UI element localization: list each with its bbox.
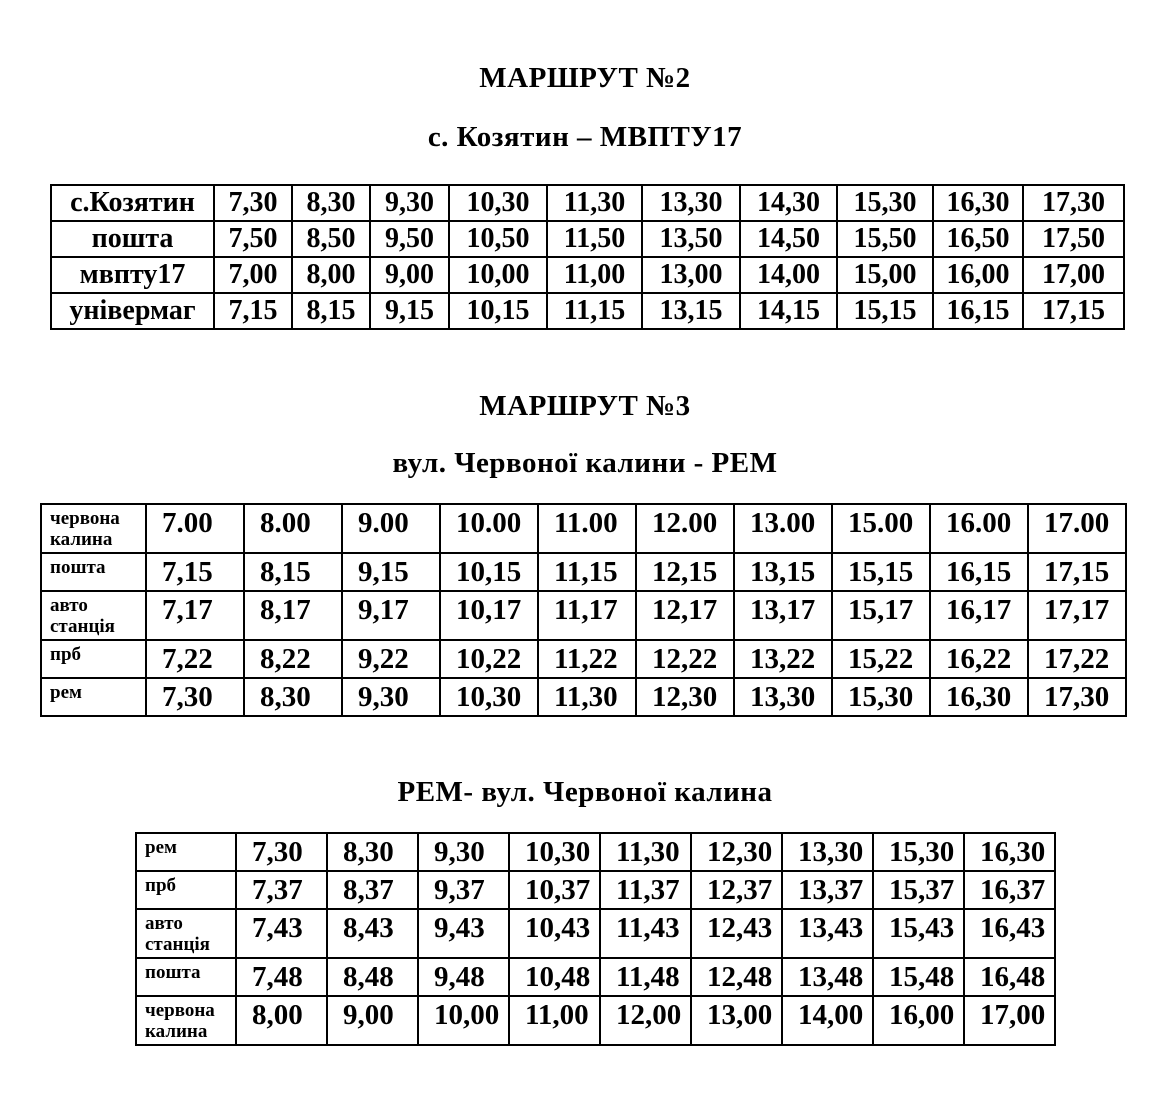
time-cell: 13,30 (642, 185, 740, 221)
table-row (41, 640, 1126, 678)
table-row (136, 996, 1055, 1045)
time-cell: 9,15 (370, 293, 449, 329)
time-cell: 12,22 (636, 640, 734, 678)
time-cell: 15,17 (832, 591, 930, 640)
time-cell: 12,37 (691, 871, 782, 909)
time-cell: 13.00 (734, 504, 832, 553)
time-cell: 14,00 (740, 257, 837, 293)
time-cell: 16,00 (873, 996, 964, 1045)
time-cell: 14,00 (782, 996, 873, 1045)
time-cell: 10,22 (440, 640, 538, 678)
time-cell: 13,00 (642, 257, 740, 293)
time-cell: 9.00 (342, 504, 440, 553)
time-cell: 7,00 (214, 257, 292, 293)
table-row (136, 909, 1055, 958)
time-cell: 12,00 (600, 996, 691, 1045)
stop-label-cell: рем (41, 678, 146, 716)
time-cell: 12,17 (636, 591, 734, 640)
time-cell: 16,15 (930, 553, 1028, 591)
time-cell: 16,15 (933, 293, 1023, 329)
stop-label-cell: с.Козятин (51, 185, 214, 221)
time-cell: 8,22 (244, 640, 342, 678)
stop-label-cell: авто станція (136, 909, 236, 958)
time-cell: 8,30 (244, 678, 342, 716)
time-cell: 10,00 (418, 996, 509, 1045)
time-cell: 11,48 (600, 958, 691, 996)
time-cell: 16,22 (930, 640, 1028, 678)
time-cell: 9,17 (342, 591, 440, 640)
time-cell: 17.00 (1028, 504, 1126, 553)
time-cell: 10,15 (449, 293, 547, 329)
table-row (136, 871, 1055, 909)
time-cell: 17,30 (1023, 185, 1124, 221)
stop-label-cell: прб (136, 871, 236, 909)
route3-forward-timetable (40, 503, 1127, 717)
table-row (51, 257, 1124, 293)
time-cell: 14,15 (740, 293, 837, 329)
time-cell: 11,30 (600, 833, 691, 871)
time-cell: 17,50 (1023, 221, 1124, 257)
time-cell: 15,15 (832, 553, 930, 591)
time-cell: 8,50 (292, 221, 370, 257)
time-cell: 16,17 (930, 591, 1028, 640)
time-cell: 8,43 (327, 909, 418, 958)
stop-label-cell: авто станція (41, 591, 146, 640)
time-cell: 7,43 (236, 909, 327, 958)
stop-label-cell: прб (41, 640, 146, 678)
time-cell: 13,15 (734, 553, 832, 591)
route3-forward-subtitle: вул. Червоної калини - РЕМ (392, 447, 778, 479)
time-cell: 13,00 (691, 996, 782, 1045)
time-cell: 11,15 (547, 293, 642, 329)
time-cell: 13,50 (642, 221, 740, 257)
time-cell: 17,15 (1028, 553, 1126, 591)
time-cell: 12,15 (636, 553, 734, 591)
time-cell: 16,48 (964, 958, 1055, 996)
route3-return-subtitle: РЕМ- вул. Червоної калина (397, 776, 773, 808)
time-cell: 15,22 (832, 640, 930, 678)
time-cell: 16,43 (964, 909, 1055, 958)
stop-label-cell: червона калина (41, 504, 146, 553)
stop-label-cell: червона калина (136, 996, 236, 1045)
time-cell: 9,00 (327, 996, 418, 1045)
time-cell: 9,43 (418, 909, 509, 958)
time-cell: 15,30 (837, 185, 933, 221)
table-row (136, 833, 1055, 871)
time-cell: 10,30 (440, 678, 538, 716)
time-cell: 11,37 (600, 871, 691, 909)
time-cell: 13,30 (782, 833, 873, 871)
stop-label-cell: мвпту17 (51, 257, 214, 293)
time-cell: 11,15 (538, 553, 636, 591)
time-cell: 7.00 (146, 504, 244, 553)
time-cell: 8,30 (327, 833, 418, 871)
time-cell: 8,30 (292, 185, 370, 221)
time-cell: 17,00 (964, 996, 1055, 1045)
stop-label-cell: пошта (41, 553, 146, 591)
time-cell: 8,17 (244, 591, 342, 640)
time-cell: 8,00 (236, 996, 327, 1045)
time-cell: 9,30 (418, 833, 509, 871)
time-cell: 11.00 (538, 504, 636, 553)
time-cell: 16,50 (933, 221, 1023, 257)
time-cell: 9,15 (342, 553, 440, 591)
time-cell: 17,22 (1028, 640, 1126, 678)
time-cell: 11,30 (547, 185, 642, 221)
time-cell: 10,37 (509, 871, 600, 909)
time-cell: 15,00 (837, 257, 933, 293)
time-cell: 15,37 (873, 871, 964, 909)
time-cell: 12.00 (636, 504, 734, 553)
time-cell: 11,30 (538, 678, 636, 716)
time-cell: 12,30 (636, 678, 734, 716)
time-cell: 13,43 (782, 909, 873, 958)
time-cell: 13,22 (734, 640, 832, 678)
table-row (41, 678, 1126, 716)
time-cell: 8,15 (292, 293, 370, 329)
time-cell: 8,15 (244, 553, 342, 591)
time-cell: 16,37 (964, 871, 1055, 909)
time-cell: 7,30 (146, 678, 244, 716)
time-cell: 15,43 (873, 909, 964, 958)
route3-return-timetable (135, 832, 1056, 1046)
table-row (41, 553, 1126, 591)
time-cell: 7,15 (214, 293, 292, 329)
time-cell: 9,48 (418, 958, 509, 996)
stop-label-cell: пошта (51, 221, 214, 257)
time-cell: 15,50 (837, 221, 933, 257)
time-cell: 13,30 (734, 678, 832, 716)
time-cell: 14,50 (740, 221, 837, 257)
time-cell: 10,00 (449, 257, 547, 293)
time-cell: 7,30 (236, 833, 327, 871)
time-cell: 12,30 (691, 833, 782, 871)
stop-label-cell: рем (136, 833, 236, 871)
route3-title: МАРШРУТ №3 (479, 390, 691, 422)
time-cell: 16,30 (933, 185, 1023, 221)
time-cell: 7,37 (236, 871, 327, 909)
time-cell: 13,17 (734, 591, 832, 640)
time-cell: 7,17 (146, 591, 244, 640)
time-cell: 11,00 (509, 996, 600, 1045)
time-cell: 17,30 (1028, 678, 1126, 716)
route2-timetable (50, 184, 1125, 330)
time-cell: 7,15 (146, 553, 244, 591)
time-cell: 7,22 (146, 640, 244, 678)
time-cell: 7,50 (214, 221, 292, 257)
time-cell: 10,30 (509, 833, 600, 871)
time-cell: 9,50 (370, 221, 449, 257)
time-cell: 16,30 (964, 833, 1055, 871)
time-cell: 8,48 (327, 958, 418, 996)
time-cell: 14,30 (740, 185, 837, 221)
time-cell: 11,43 (600, 909, 691, 958)
time-cell: 10,15 (440, 553, 538, 591)
stop-label-cell: пошта (136, 958, 236, 996)
time-cell: 11,17 (538, 591, 636, 640)
table-row (51, 293, 1124, 329)
time-cell: 17,00 (1023, 257, 1124, 293)
time-cell: 13,48 (782, 958, 873, 996)
time-cell: 15,30 (873, 833, 964, 871)
time-cell: 7,30 (214, 185, 292, 221)
time-cell: 10,50 (449, 221, 547, 257)
time-cell: 15,30 (832, 678, 930, 716)
table-row (136, 958, 1055, 996)
time-cell: 11,50 (547, 221, 642, 257)
route2-direction-subtitle: с. Козятин – МВПТУ17 (427, 121, 743, 153)
time-cell: 9,22 (342, 640, 440, 678)
time-cell: 10,30 (449, 185, 547, 221)
time-cell: 10.00 (440, 504, 538, 553)
time-cell: 15.00 (832, 504, 930, 553)
time-cell: 13,15 (642, 293, 740, 329)
time-cell: 16,00 (933, 257, 1023, 293)
route2-title: МАРШРУТ №2 (479, 62, 691, 94)
time-cell: 17,17 (1028, 591, 1126, 640)
time-cell: 8,37 (327, 871, 418, 909)
table-row (51, 185, 1124, 221)
time-cell: 9,30 (370, 185, 449, 221)
table-row (41, 591, 1126, 640)
time-cell: 16,30 (930, 678, 1028, 716)
time-cell: 11,00 (547, 257, 642, 293)
time-cell: 10,17 (440, 591, 538, 640)
time-cell: 11,22 (538, 640, 636, 678)
time-cell: 12,43 (691, 909, 782, 958)
time-cell: 10,48 (509, 958, 600, 996)
time-cell: 16.00 (930, 504, 1028, 553)
time-cell: 8.00 (244, 504, 342, 553)
stop-label-cell: універмаг (51, 293, 214, 329)
time-cell: 7,48 (236, 958, 327, 996)
time-cell: 9,37 (418, 871, 509, 909)
time-cell: 15,15 (837, 293, 933, 329)
time-cell: 10,43 (509, 909, 600, 958)
table-row (51, 221, 1124, 257)
time-cell: 17,15 (1023, 293, 1124, 329)
time-cell: 9,00 (370, 257, 449, 293)
time-cell: 9,30 (342, 678, 440, 716)
time-cell: 13,37 (782, 871, 873, 909)
time-cell: 12,48 (691, 958, 782, 996)
table-row (41, 504, 1126, 553)
time-cell: 8,00 (292, 257, 370, 293)
time-cell: 15,48 (873, 958, 964, 996)
